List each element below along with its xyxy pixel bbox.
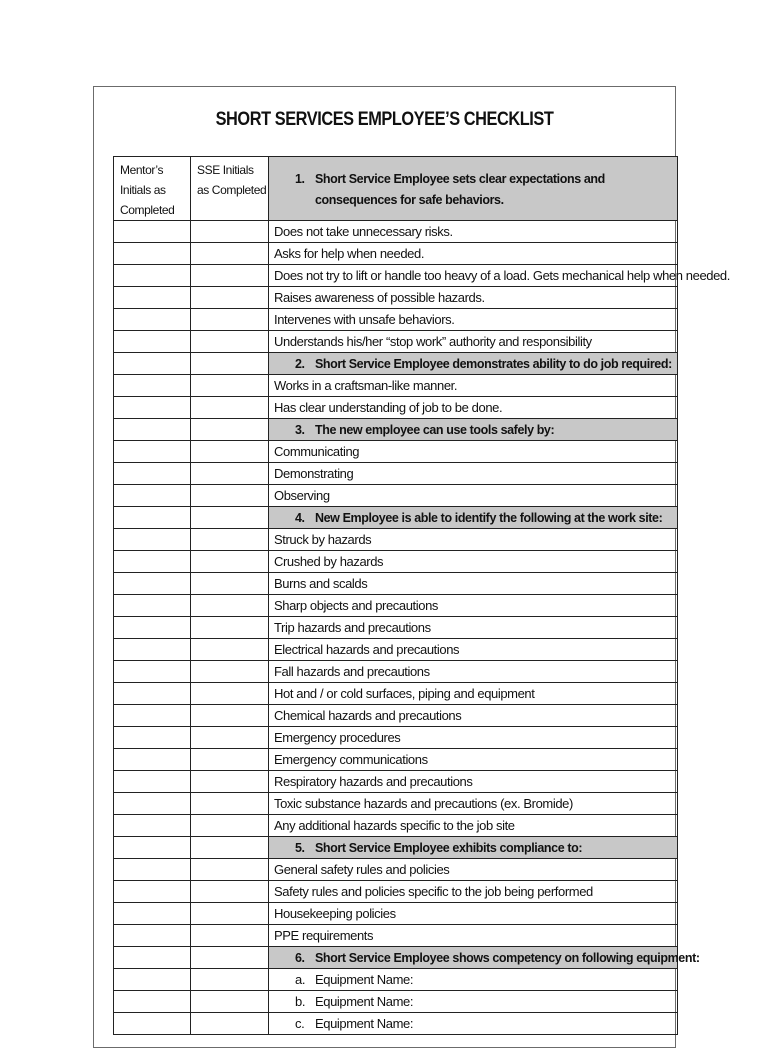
checklist-row: [114, 529, 678, 551]
sse-initials-cell[interactable]: [191, 815, 269, 837]
mentor-initials-cell[interactable]: [114, 749, 191, 771]
mentor-initials-cell[interactable]: [114, 617, 191, 639]
checklist-row: [114, 485, 678, 507]
sse-initials-cell[interactable]: [191, 969, 269, 991]
sse-initials-cell[interactable]: [191, 661, 269, 683]
checklist-row: [114, 639, 678, 661]
sse-initials-cell[interactable]: [191, 551, 269, 573]
checklist-row: [114, 705, 678, 727]
sse-initials-cell[interactable]: [191, 1013, 269, 1035]
mentor-initials-cell[interactable]: [114, 727, 191, 749]
section-row: [114, 353, 678, 375]
equipment-row: [114, 991, 678, 1013]
checklist-row: [114, 903, 678, 925]
mentor-initials-cell[interactable]: [114, 221, 191, 243]
equipment-label: Equipment Name:: [315, 972, 414, 987]
checklist-row: [114, 771, 678, 793]
document-title: SHORT SERVICES EMPLOYEE’S CHECKLIST: [215, 109, 554, 130]
checklist-row: [114, 727, 678, 749]
checklist-item: Does not try to lift or handle too heavy of a load. Gets mechanical help when needed.: [269, 265, 678, 287]
checklist-row: [114, 221, 678, 243]
checklist-row: [114, 793, 678, 815]
checklist-item: Any additional hazards specific to the job site: [269, 815, 678, 837]
equipment-label: Equipment Name:: [315, 994, 414, 1009]
checklist-item: Emergency procedures: [269, 727, 678, 749]
mentor-initials-cell[interactable]: [114, 573, 191, 595]
mentor-initials-cell[interactable]: [114, 419, 191, 441]
checklist-item: Raises awareness of possible hazards.: [269, 287, 678, 309]
section-title: Short Service Employee demonstrates ability to do job required:: [315, 356, 672, 371]
mentor-initials-cell[interactable]: [114, 287, 191, 309]
sse-initials-cell[interactable]: [191, 375, 269, 397]
checklist-row: [114, 243, 678, 265]
section-5-heading: [269, 837, 678, 859]
mentor-initials-cell[interactable]: [114, 595, 191, 617]
section-row: [114, 837, 678, 859]
checklist-row: [114, 815, 678, 837]
checklist-item: PPE requirements: [269, 925, 678, 947]
sse-initials-cell[interactable]: [191, 595, 269, 617]
mentor-initials-header: Mentor’s Initials as Completed: [114, 157, 191, 221]
mentor-initials-cell[interactable]: [114, 925, 191, 947]
checklist-item: Crushed by hazards: [269, 551, 678, 573]
section-row: [114, 507, 678, 529]
checklist-row: [114, 859, 678, 881]
sse-initials-cell[interactable]: [191, 573, 269, 595]
equipment-letter: b.: [295, 994, 306, 1009]
section-3-heading: [269, 419, 678, 441]
mentor-initials-cell[interactable]: [114, 353, 191, 375]
checklist-row: [114, 925, 678, 947]
checklist-row: [114, 309, 678, 331]
sse-initials-cell[interactable]: [191, 683, 269, 705]
checklist-item: Safety rules and policies specific to the job being performed: [269, 881, 678, 903]
section-1-heading: [269, 157, 678, 221]
checklist-item: Sharp objects and precautions: [269, 595, 678, 617]
section-4-heading: [269, 507, 678, 529]
section-title: Short Service Employee sets clear expectations and consequences for safe behaviors.: [315, 171, 605, 207]
checklist-item: Works in a craftsman-like manner.: [269, 375, 678, 397]
checklist-row: [114, 881, 678, 903]
checklist-row: [114, 397, 678, 419]
sse-initials-cell[interactable]: [191, 947, 269, 969]
sse-initials-cell[interactable]: [191, 353, 269, 375]
checklist-item: Fall hazards and precautions: [269, 661, 678, 683]
section-title: New Employee is able to identify the following at the work site:: [315, 510, 663, 525]
mentor-initials-cell[interactable]: [114, 529, 191, 551]
sse-initials-cell[interactable]: [191, 463, 269, 485]
sse-initials-cell[interactable]: [191, 881, 269, 903]
sse-initials-cell[interactable]: [191, 903, 269, 925]
checklist-item: Intervenes with unsafe behaviors.: [269, 309, 678, 331]
section-title: Short Service Employee exhibits compliance to:: [315, 840, 583, 855]
equipment-item: [269, 1013, 678, 1035]
sse-initials-cell[interactable]: [191, 639, 269, 661]
section-title: The new employee can use tools safely by:: [315, 422, 555, 437]
checklist-item: Hot and / or cold surfaces, piping and equipment: [269, 683, 678, 705]
sse-initials-cell[interactable]: [191, 925, 269, 947]
mentor-initials-cell[interactable]: [114, 969, 191, 991]
sse-initials-cell[interactable]: [191, 243, 269, 265]
mentor-initials-cell[interactable]: [114, 485, 191, 507]
section-number: 5.: [295, 840, 305, 855]
checklist-row: [114, 287, 678, 309]
equipment-row: [114, 969, 678, 991]
section-number: 1.: [295, 171, 305, 186]
sse-initials-cell[interactable]: [191, 617, 269, 639]
mentor-initials-cell[interactable]: [114, 265, 191, 287]
section-number: 4.: [295, 510, 305, 525]
sse-initials-cell[interactable]: [191, 529, 269, 551]
mentor-initials-cell[interactable]: [114, 639, 191, 661]
checklist-item: Asks for help when needed.: [269, 243, 678, 265]
checklist-item: General safety rules and policies: [269, 859, 678, 881]
sse-initials-cell[interactable]: [191, 837, 269, 859]
sse-initials-cell[interactable]: [191, 309, 269, 331]
mentor-initials-cell[interactable]: [114, 1013, 191, 1035]
section-row: [114, 947, 678, 969]
sse-initials-cell[interactable]: [191, 749, 269, 771]
checklist-item: Housekeeping policies: [269, 903, 678, 925]
checklist-row: [114, 265, 678, 287]
mentor-initials-cell[interactable]: [114, 903, 191, 925]
section-number: 3.: [295, 422, 305, 437]
sse-initials-cell[interactable]: [191, 265, 269, 287]
checklist-row: [114, 375, 678, 397]
checklist-item: Toxic substance hazards and precautions (ex. Bromide): [269, 793, 678, 815]
checklist-item: Demonstrating: [269, 463, 678, 485]
mentor-initials-cell[interactable]: [114, 947, 191, 969]
checklist-item: Struck by hazards: [269, 529, 678, 551]
mentor-initials-cell[interactable]: [114, 309, 191, 331]
sse-initials-cell[interactable]: [191, 485, 269, 507]
mentor-initials-cell[interactable]: [114, 331, 191, 353]
sse-initials-cell[interactable]: [191, 419, 269, 441]
sse-initials-cell[interactable]: [191, 705, 269, 727]
mentor-initials-cell[interactable]: [114, 881, 191, 903]
mentor-initials-cell[interactable]: [114, 507, 191, 529]
mentor-initials-cell[interactable]: [114, 243, 191, 265]
checklist-row: [114, 551, 678, 573]
equipment-letter: c.: [295, 1016, 305, 1031]
sse-initials-cell[interactable]: [191, 507, 269, 529]
sse-initials-cell[interactable]: [191, 221, 269, 243]
mentor-initials-cell[interactable]: [114, 397, 191, 419]
sse-initials-cell[interactable]: [191, 287, 269, 309]
checklist-row: [114, 683, 678, 705]
section-2-heading: [269, 353, 678, 375]
sse-initials-cell[interactable]: [191, 397, 269, 419]
checklist-row: [114, 463, 678, 485]
mentor-initials-cell[interactable]: [114, 815, 191, 837]
mentor-initials-cell[interactable]: [114, 991, 191, 1013]
sse-initials-cell[interactable]: [191, 331, 269, 353]
mentor-initials-cell[interactable]: [114, 793, 191, 815]
equipment-item: [269, 969, 678, 991]
checklist-item: Respiratory hazards and precautions: [269, 771, 678, 793]
checklist-item: Communicating: [269, 441, 678, 463]
mentor-initials-cell[interactable]: [114, 375, 191, 397]
equipment-letter: a.: [295, 972, 306, 987]
checklist-table: [113, 156, 730, 1035]
checklist-row: [114, 617, 678, 639]
sse-initials-cell[interactable]: [191, 771, 269, 793]
checklist-item: Trip hazards and precautions: [269, 617, 678, 639]
mentor-initials-cell[interactable]: [114, 705, 191, 727]
mentor-initials-cell[interactable]: [114, 683, 191, 705]
equipment-row: [114, 1013, 678, 1035]
sse-initials-cell[interactable]: [191, 859, 269, 881]
mentor-initials-cell[interactable]: [114, 771, 191, 793]
checklist-row: [114, 661, 678, 683]
section-number: 6.: [295, 950, 305, 965]
sse-initials-cell[interactable]: [191, 793, 269, 815]
section-number: 2.: [295, 356, 305, 371]
checklist-page: [93, 86, 730, 1048]
checklist-row: [114, 749, 678, 771]
checklist-row: [114, 331, 678, 353]
header-row: [114, 157, 678, 221]
equipment-label: Equipment Name:: [315, 1016, 414, 1031]
mentor-initials-cell[interactable]: [114, 463, 191, 485]
sse-initials-cell[interactable]: [191, 991, 269, 1013]
checklist-row: [114, 573, 678, 595]
mentor-initials-cell[interactable]: [114, 441, 191, 463]
checklist-item: Has clear understanding of job to be done.: [269, 397, 678, 419]
checklist-item: Burns and scalds: [269, 573, 678, 595]
mentor-initials-cell[interactable]: [114, 661, 191, 683]
sse-initials-cell[interactable]: [191, 441, 269, 463]
checklist-item: Observing: [269, 485, 678, 507]
section-row: [114, 419, 678, 441]
checklist-row: [114, 441, 678, 463]
section-title: Short Service Employee shows competency on following equipment:: [315, 950, 700, 965]
sse-initials-header: SSE Initials as Completed: [191, 157, 269, 221]
checklist-item: Does not take unnecessary risks.: [269, 221, 678, 243]
equipment-item: [269, 991, 678, 1013]
mentor-initials-cell[interactable]: [114, 837, 191, 859]
checklist-item: Electrical hazards and precautions: [269, 639, 678, 661]
mentor-initials-cell[interactable]: [114, 551, 191, 573]
mentor-initials-cell[interactable]: [114, 859, 191, 881]
sse-initials-cell[interactable]: [191, 727, 269, 749]
checklist-row: [114, 595, 678, 617]
checklist-item: Chemical hazards and precautions: [269, 705, 678, 727]
section-6-heading: [269, 947, 700, 969]
checklist-item: Emergency communications: [269, 749, 678, 771]
checklist-item: Understands his/her “stop work” authority and responsibility: [269, 331, 678, 353]
